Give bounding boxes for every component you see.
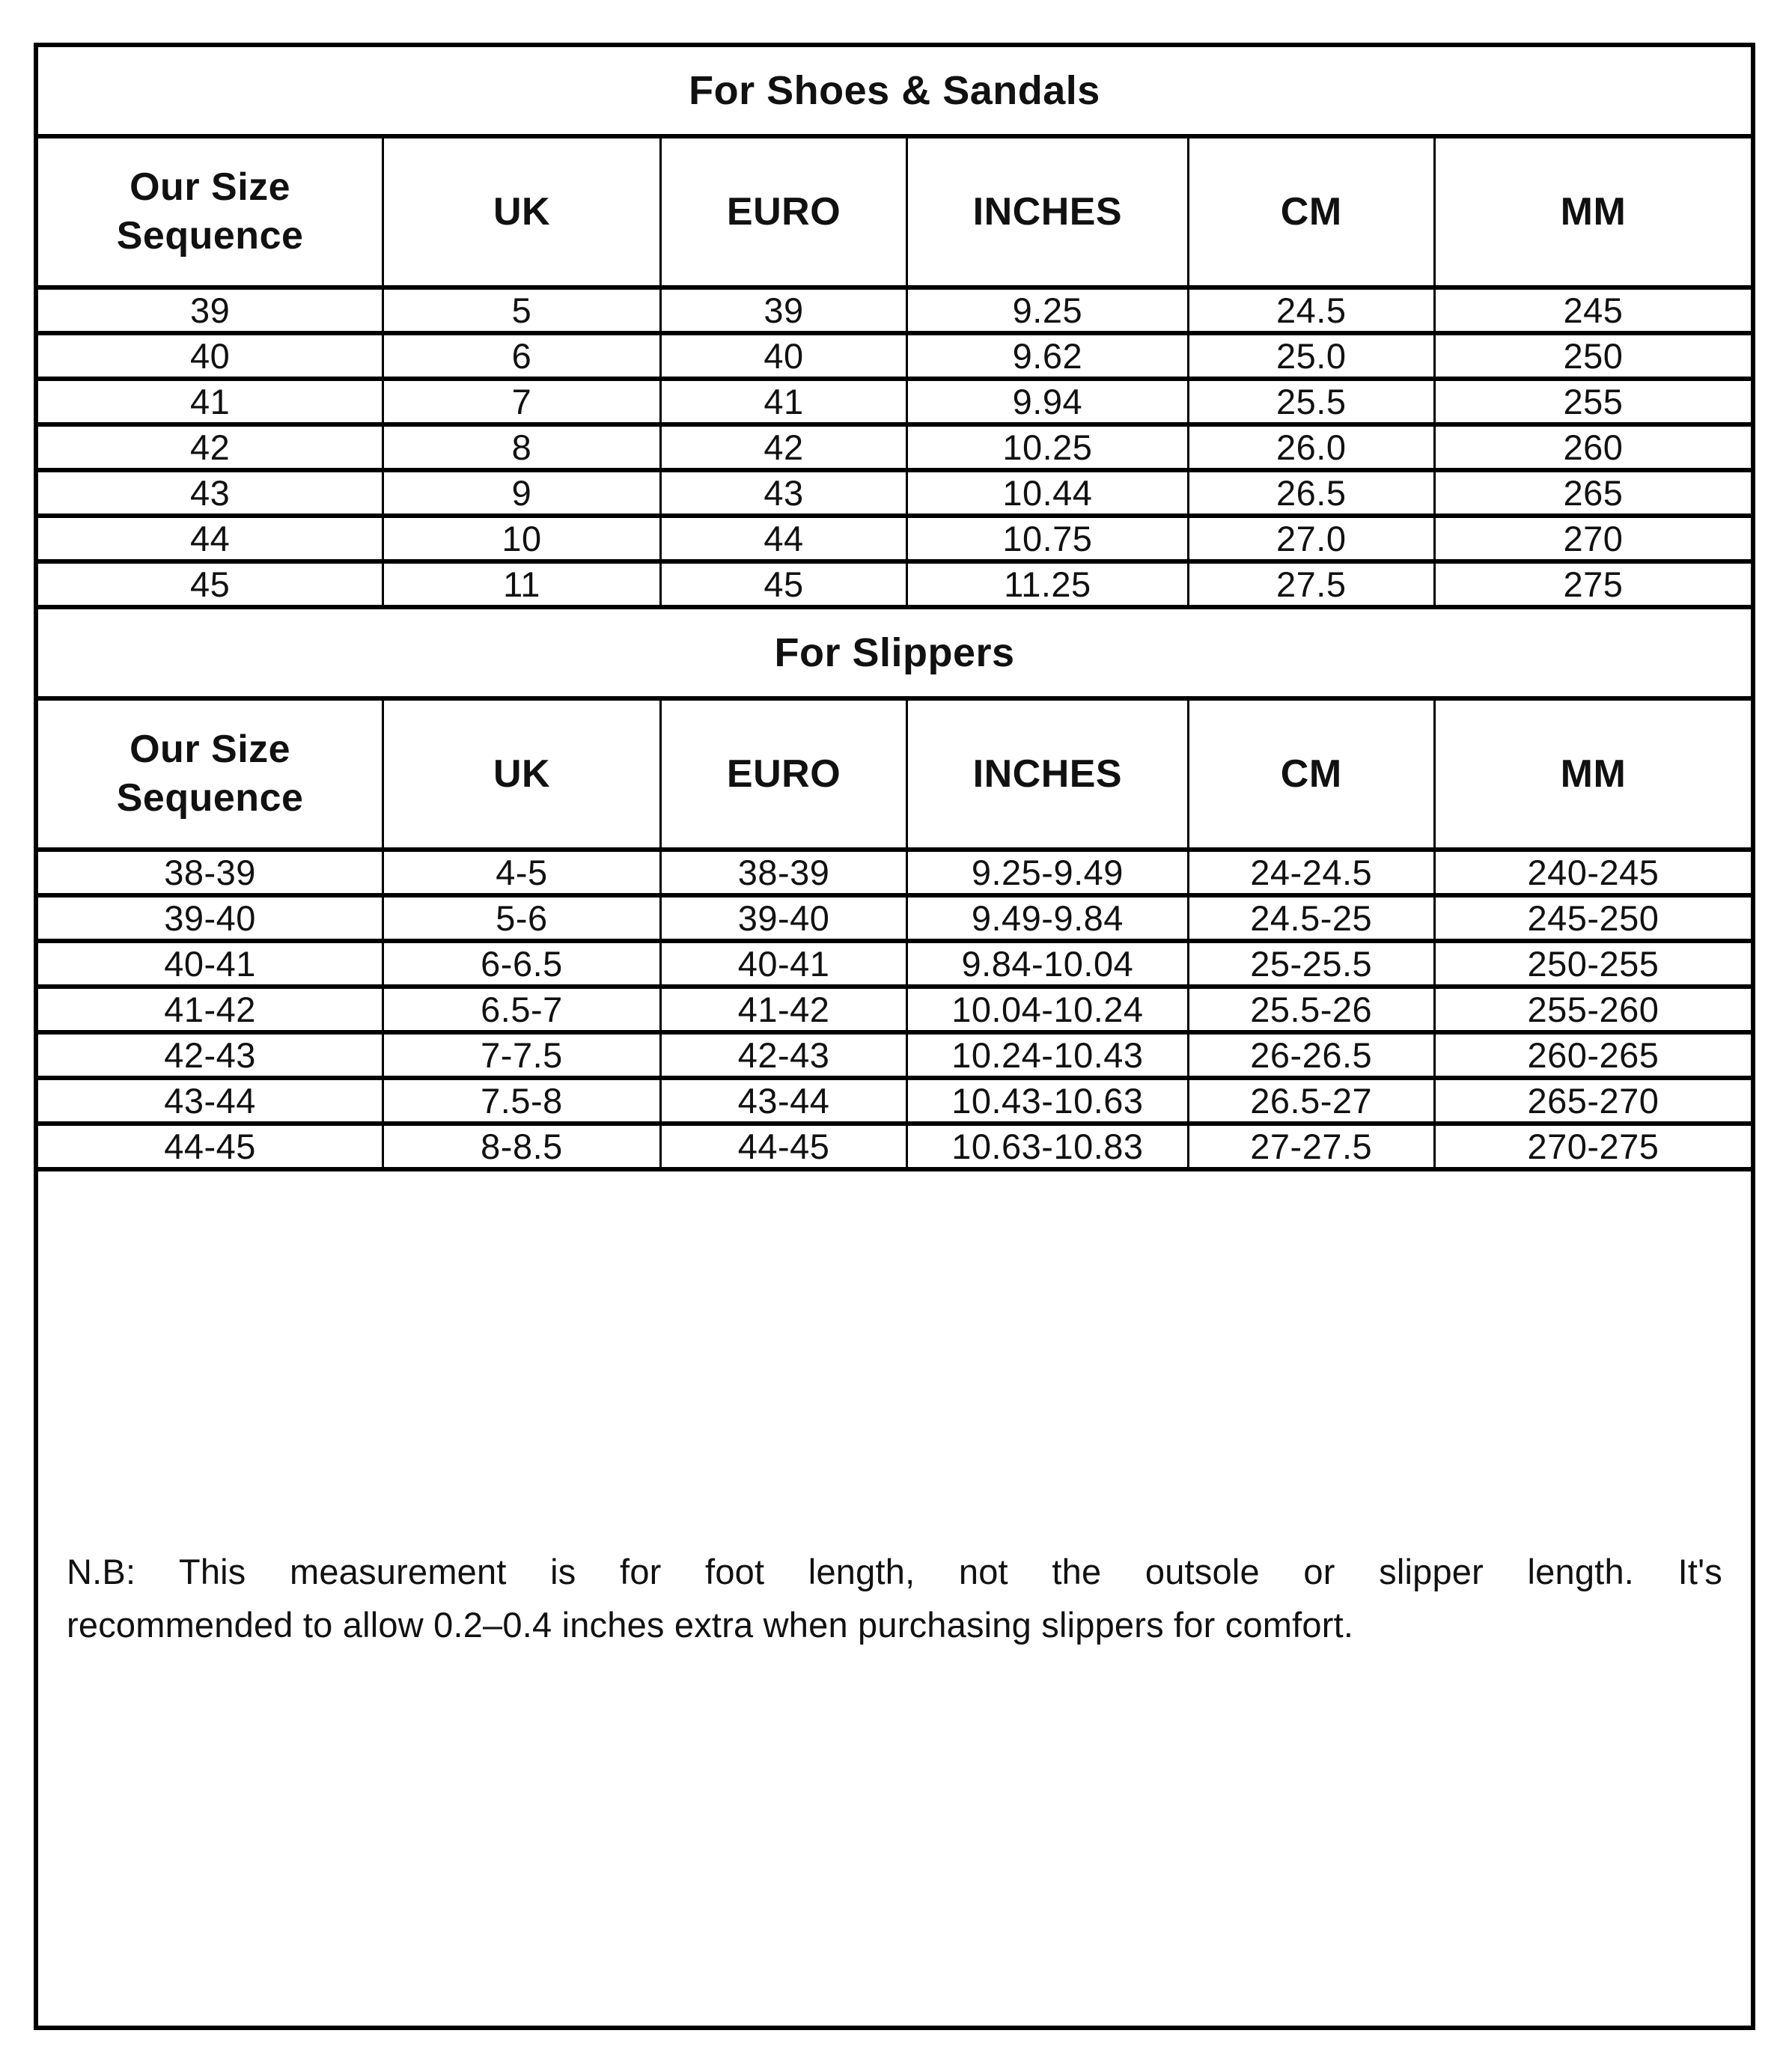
table-cell: 250 (1563, 336, 1624, 376)
table-row (38, 898, 1751, 943)
column-header: Our Size Sequence (38, 701, 384, 847)
table-cell: 41 (38, 381, 384, 422)
table-row (38, 989, 1751, 1035)
table-cell: 40 (38, 335, 384, 377)
table-cell: 265-270 (1527, 1081, 1659, 1121)
column-header: CM (1189, 701, 1436, 847)
table-cell: 270 (1563, 519, 1624, 558)
table-cell: 42 (38, 427, 384, 468)
column-header: MM (1560, 752, 1627, 796)
table-cell: 10.75 (908, 518, 1189, 559)
column-header: MM (1560, 189, 1627, 234)
table-cell: 9.94 (908, 381, 1189, 422)
column-header: UK (384, 138, 662, 285)
table-cell: 10.25 (908, 427, 1189, 468)
table-cell: 260 (1563, 427, 1624, 467)
table-cell: 270-275 (1527, 1127, 1659, 1166)
table-cell: 24.5 (1189, 290, 1436, 331)
table-cell: 43 (662, 472, 908, 514)
table-row (38, 1126, 1751, 1171)
table-cell: 39-40 (38, 898, 384, 939)
table-cell: 9.62 (908, 335, 1189, 377)
table-cell: 40-41 (38, 943, 384, 984)
table-cell: 10.24-10.43 (908, 1035, 1189, 1076)
table-cell: 8-8.5 (384, 1126, 662, 1167)
table-cell: 27-27.5 (1189, 1126, 1436, 1167)
table-cell: 11.25 (908, 564, 1189, 605)
table-cell: 7 (384, 381, 662, 422)
table-cell: 26.0 (1189, 427, 1436, 468)
table-row (38, 381, 1751, 427)
table-cell: 38-39 (38, 852, 384, 893)
table-cell: 27.0 (1189, 518, 1436, 559)
table-row (38, 290, 1751, 335)
table-cell: 11 (384, 564, 662, 605)
section-title-slippers: For Slippers (38, 609, 1751, 701)
table-cell: 42-43 (662, 1035, 908, 1076)
table-cell: 10.63-10.83 (908, 1126, 1189, 1167)
table-cell: 4-5 (384, 852, 662, 893)
table-cell: 9 (384, 472, 662, 514)
table-row (38, 1080, 1751, 1126)
table-cell: 45 (662, 564, 908, 605)
table-cell: 43 (38, 472, 384, 514)
table-cell: 24-24.5 (1189, 852, 1436, 893)
table-cell: 41-42 (38, 989, 384, 1030)
table-cell: 9.84-10.04 (908, 943, 1189, 984)
table-cell: 7.5-8 (384, 1080, 662, 1121)
table-cell: 9.25-9.49 (908, 852, 1189, 893)
table-cell: 240-245 (1527, 853, 1659, 892)
table-cell: 25.0 (1189, 335, 1436, 377)
table-cell: 6.5-7 (384, 989, 662, 1030)
size-chart-table (34, 43, 1755, 2030)
table-cell: 255-260 (1527, 990, 1659, 1029)
column-header: UK (384, 701, 662, 847)
table-row (38, 1035, 1751, 1080)
table-row (38, 943, 1751, 989)
table-cell: 26.5 (1189, 472, 1436, 514)
table-cell: 25.5 (1189, 381, 1436, 422)
table-cell: 9.49-9.84 (908, 898, 1189, 939)
section-title-shoes-sandals: For Shoes & Sandals (38, 47, 1751, 138)
table-cell: 8 (384, 427, 662, 468)
table-cell: 42 (662, 427, 908, 468)
shoes-header-row (38, 138, 1751, 290)
table-cell: 9.25 (908, 290, 1189, 331)
table-cell: 10.04-10.24 (908, 989, 1189, 1030)
table-cell: 25-25.5 (1189, 943, 1436, 984)
table-row (38, 472, 1751, 518)
table-cell: 39 (38, 290, 384, 331)
note-line-2: recommended to allow 0.2–0.4 inches extra when purchasing slippers for comfort. (67, 1604, 1354, 1645)
table-cell: 6 (384, 335, 662, 377)
table-cell: 255 (1563, 382, 1624, 421)
slippers-header-row (38, 701, 1751, 852)
table-cell: 265 (1563, 473, 1624, 513)
table-cell: 45 (38, 564, 384, 605)
table-cell: 43-44 (662, 1080, 908, 1121)
table-cell: 40 (662, 335, 908, 377)
table-cell: 39 (662, 290, 908, 331)
column-header: EURO (662, 701, 908, 847)
table-row (38, 564, 1751, 609)
table-cell: 44 (662, 518, 908, 559)
table-row (38, 852, 1751, 898)
table-cell: 25.5-26 (1189, 989, 1436, 1030)
table-cell: 27.5 (1189, 564, 1436, 605)
table-cell: 44-45 (662, 1126, 908, 1167)
table-cell: 43-44 (38, 1080, 384, 1121)
table-cell: 40-41 (662, 943, 908, 984)
column-header: Our Size Sequence (38, 138, 384, 285)
shoes-table-body (38, 290, 1751, 609)
table-cell: 44-45 (38, 1126, 384, 1167)
column-header: INCHES (908, 701, 1189, 847)
table-cell: 44 (38, 518, 384, 559)
column-header: EURO (662, 138, 908, 285)
table-cell: 26.5-27 (1189, 1080, 1436, 1121)
table-cell: 39-40 (662, 898, 908, 939)
table-cell: 10.44 (908, 472, 1189, 514)
note-line-1: N.B: This measurement is for foot length, not the outsole or slipper length. It's (67, 1552, 1722, 1591)
table-cell: 41 (662, 381, 908, 422)
table-cell: 38-39 (662, 852, 908, 893)
table-cell: 24.5-25 (1189, 898, 1436, 939)
table-cell: 5-6 (384, 898, 662, 939)
table-cell: 245-250 (1527, 898, 1659, 938)
table-cell: 26-26.5 (1189, 1035, 1436, 1076)
column-header: CM (1189, 138, 1436, 285)
table-row (38, 335, 1751, 381)
column-header: INCHES (908, 138, 1189, 285)
table-row (38, 518, 1751, 564)
table-cell: 250-255 (1527, 944, 1659, 984)
table-cell: 41-42 (662, 989, 908, 1030)
table-cell: 10 (384, 518, 662, 559)
table-cell: 6-6.5 (384, 943, 662, 984)
slippers-table-body (38, 852, 1751, 1171)
table-cell: 42-43 (38, 1035, 384, 1076)
table-cell: 7-7.5 (384, 1035, 662, 1076)
table-cell: 260-265 (1527, 1035, 1659, 1075)
table-cell: 275 (1563, 564, 1624, 604)
table-cell: 10.43-10.63 (908, 1080, 1189, 1121)
table-row (38, 427, 1751, 472)
table-cell: 5 (384, 290, 662, 331)
note-text (38, 1171, 1751, 2026)
table-cell: 245 (1563, 290, 1624, 330)
